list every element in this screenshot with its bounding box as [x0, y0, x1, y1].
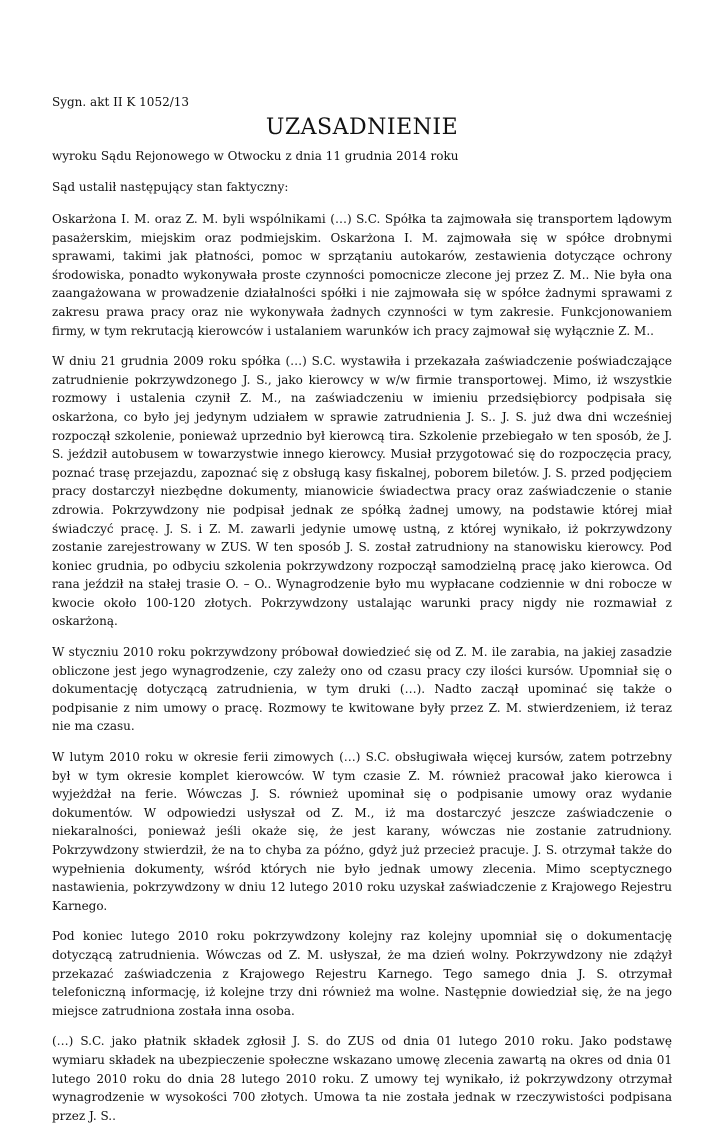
document-title: UZASADNIENIE: [265, 115, 459, 140]
paragraph-6: (…) S.C. jako płatnik składek zgłosił J. S. do ZUS od dnia 01 lutego 2010 roku. Jako podstawę wymiaru składek na ubezpieczenie społeczne wskazano umowę zlecenia zawartą na okres od dnia 01 lutego 2010 roku do dnia 28 lutego 2010 roku. Z umowy tej wynikało, iż pokrzywdzony otrzymał wynagrodzenie w wysokości 700 złotych. Umowa ta nie została jednak w rzeczywistości podpisana przez J. S..: [52, 1034, 672, 1123]
case-number: Sygn. akt II K 1052/13: [52, 95, 190, 109]
document-subtitle: wyroku Sądu Rejonowego w Otwocku z dnia 11 grudnia 2014 roku: [52, 149, 459, 163]
document-page: [52, 94, 672, 1137]
paragraph-1: Oskarżona I. M. oraz Z. M. byli wspólnikami (…) S.C. Spółka ta zajmowała się transportem lądowym pasażerskim, miejskim oraz podmiejskim. Oskarżona I. M. zajmowała się w spółce drobnymi sprawami, takimi jak płatności, pomoc w sprzątaniu autokarów, zestawienia dotyczące ochrony środowiska, ponadto wykonywała proste czynności pomocnicze zlecone jej przez Z. M.. Nie była ona zaangażowana w prowadzenie działalności spółki i nie zajmowała się w spółce żadnymi sprawami z zakresu prawa pracy oraz nie wykonywała żadnych czynności w tym zakresie. Funkcjonowaniem firmy, w tym rekrutacją kierowców i ustalaniem warunków ich pracy zajmował się wyłącznie Z. M..: [52, 212, 672, 338]
paragraph-5: Pod koniec lutego 2010 roku pokrzywdzony kolejny raz kolejny upomniał się o dokumentację dotyczącą zatrudnienia. Wówczas od Z. M. usłyszał, że ma dzień wolny. Pokrzywdzony nie zdążył przekazać zaświadczenia z Krajowego Rejestru Karnego. Tego samego dnia J. S. otrzymał telefoniczną informację, iż kolejne trzy dni również ma wolne. Następnie dowiedział się, że na jego miejsce zatrudniona została inna osoba.: [52, 929, 672, 1018]
paragraph-4: W lutym 2010 roku w okresie ferii zimowych (…) S.C. obsługiwała więcej kursów, zatem potrzebny był w tym okresie komplet kierowców. W tym czasie Z. M. również pracował jako kierowca i wyjeżdżał na ferie. Wówczas J. S. również upominał się o podpisanie umowy oraz wydanie dokumentów. W odpowiedzi usłyszał od Z. M., iż ma dostarczyć jeszcze zaświadczenie o niekaralności, ponieważ jeśli okaże się, że jest karany, wówczas nie zostanie zatrudniony. Pokrzywdzony stwierdził, że na to chyba za późno, gdyż już przecież pracuje. J. S. otrzymał także do wypełnienia dokumenty, wśród których nie było jednak umowy zlecenia. Mimo sceptycznego nastawienia, pokrzywdzony w dniu 12 lutego 2010 roku uzyskał zaświadczenie z Krajowego Rejestru Karnego.: [52, 750, 672, 913]
paragraph-3: W styczniu 2010 roku pokrzywdzony próbował dowiedzieć się od Z. M. ile zarabia, na jakiej zasadzie obliczone jest jego wynagrodzenie, czy zależy ono od czasu pracy czy ilości kursów. Upomniał się o dokumentację dotyczącą zatrudnienia, w tym druki (…). Nadto zaczął upominać się także o podpisanie z nim umowy o pracę. Rozmowy te kwitowane były przez Z. M. stwierdzeniem, iż teraz nie ma czasu.: [52, 645, 672, 734]
paragraph-2: W dniu 21 grudnia 2009 roku spółka (…) S.C. wystawiła i przekazała zaświadczenie poświadczające zatrudnienie pokrzywdzonego J. S., jako kierowcy w w/w firmie transportowej. Mimo, iż wszystkie rozmowy i ustalenia czynił Z. M., na zaświadczeniu w imieniu przedsiębiorcy podpisała się oskarżona, co było jej jedynym udziałem w sprawie zatrudnienia J. S.. J. S. już dwa dni wcześniej rozpoczął szkolenie, ponieważ uprzednio był kierowcą tira. Szkolenie przebiegało w ten sposób, że J. S. jeździł autobusem w towarzystwie innego kierowcy. Musiał przygotować się do rozpoczęcia pracy, poznać trasę przejazdu, zapoznać się z obsługą kasy fiskalnej, poborem biletów. J. S. przed podjęciem pracy dostarczył niezbędne dokumenty, mianowicie świadectwa pracy oraz zaświadczenie o stanie zdrowia. Pokrzywdzony nie podpisał jednak ze spółką żadnej umowy, na podstawie której miał świadczyć pracę. J. S. i Z. M. zawarli jedynie umowę ustną, z której wynikało, iż pokrzywdzony zostanie zarejestrowany w ZUS. W ten sposób J. S. został zatrudniony na stanowisku kierowcy. Pod koniec grudnia, po odbyciu szkolenia pokrzywdzony rozpoczął samodzielną pracę jako kierowca. Od rana jeździł na stałej trasie O. – O.. Wynagrodzenie było mu wypłacane codziennie w dni robocze w kwocie około 100-120 złotych. Pokrzywdzony ustalając warunki pracy nigdy nie rozmawiał z oskarżoną.: [52, 354, 672, 629]
facts-intro: Sąd ustalił następujący stan faktyczny:: [52, 180, 289, 194]
